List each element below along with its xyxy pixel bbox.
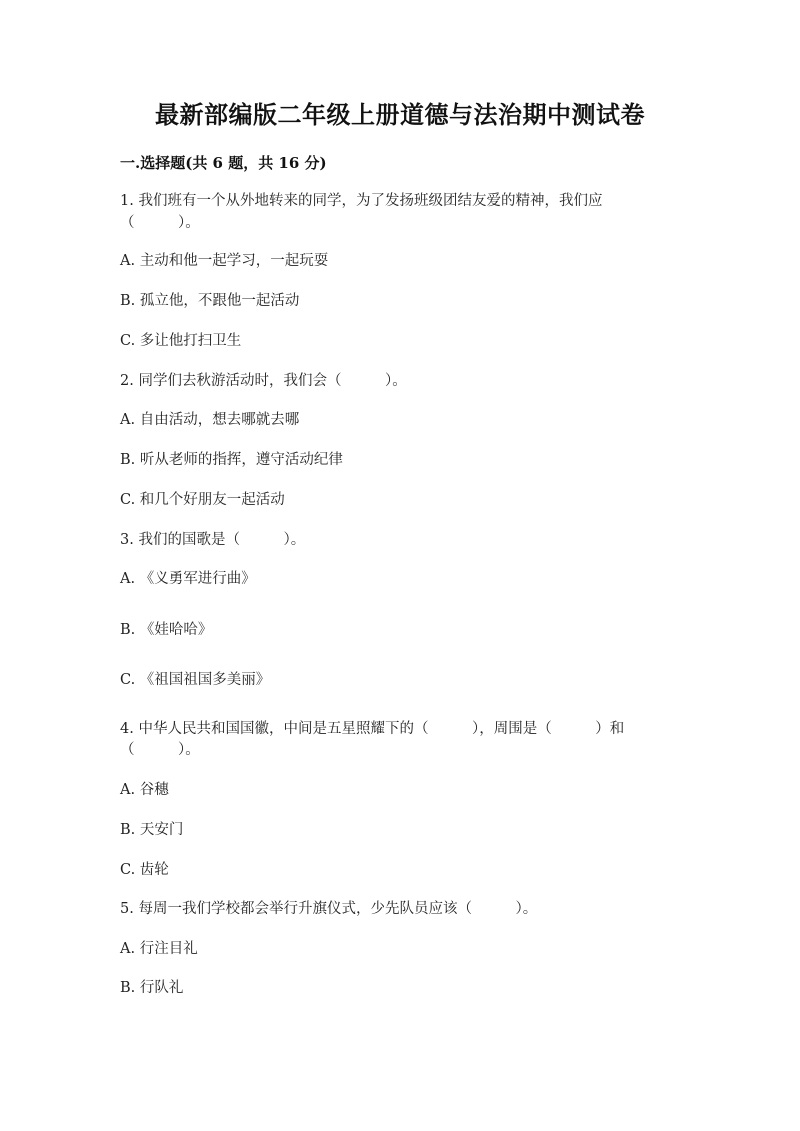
question-1-option-a: A. 主动和他一起学习，一起玩耍 [120,253,329,269]
question-3-option-b: B. 《娃哈哈》 [120,622,213,638]
question-5-option-a: A. 行注目礼 [120,941,198,957]
question-3-option-c: C. 《祖国祖国多美丽》 [120,672,271,688]
question-4-option-c: C. 齿轮 [120,862,169,878]
question-2-option-b: B. 听从老师的指挥，遵守活动纪律 [120,452,343,468]
question-5-option-b: B. 行队礼 [120,980,184,996]
question-1-option-c: C. 多让他打扫卫生 [120,333,242,349]
question-1-stem: 1. 我们班有一个从外地转来的同学，为了发扬班级团结友爱的精神，我们应 [120,193,603,209]
question-4-stem: 4. 中华人民共和国国徽，中间是五星照耀下的（ ），周围是（ ）和 [120,721,625,737]
section-header: 一.选择题(共 6 题，共 16 分) [120,154,327,172]
question-2-option-c: C. 和几个好朋友一起活动 [120,492,285,508]
question-2-stem: 2. 同学们去秋游活动时，我们会（ ）。 [120,373,407,389]
question-4-option-b: B. 天安门 [120,822,184,838]
question-3-stem: 3. 我们的国歌是（ ）。 [120,532,306,548]
question-3-option-a: A. 《义勇军进行曲》 [120,571,256,587]
question-1-option-b: B. 孤立他，不跟他一起活动 [120,293,300,309]
question-4-option-a: A. 谷穗 [120,782,169,798]
question-2-option-a: A. 自由活动，想去哪就去哪 [120,412,300,428]
page-title: 最新部编版二年级上册道德与法治期中测试卷 [155,100,645,129]
question-5-stem: 5. 每周一我们学校都会举行升旗仪式，少先队员应该（ ）。 [120,901,538,917]
question-4-stem-continued: （ ）。 [120,742,200,758]
question-1-stem-continued: （ ）。 [120,215,200,231]
